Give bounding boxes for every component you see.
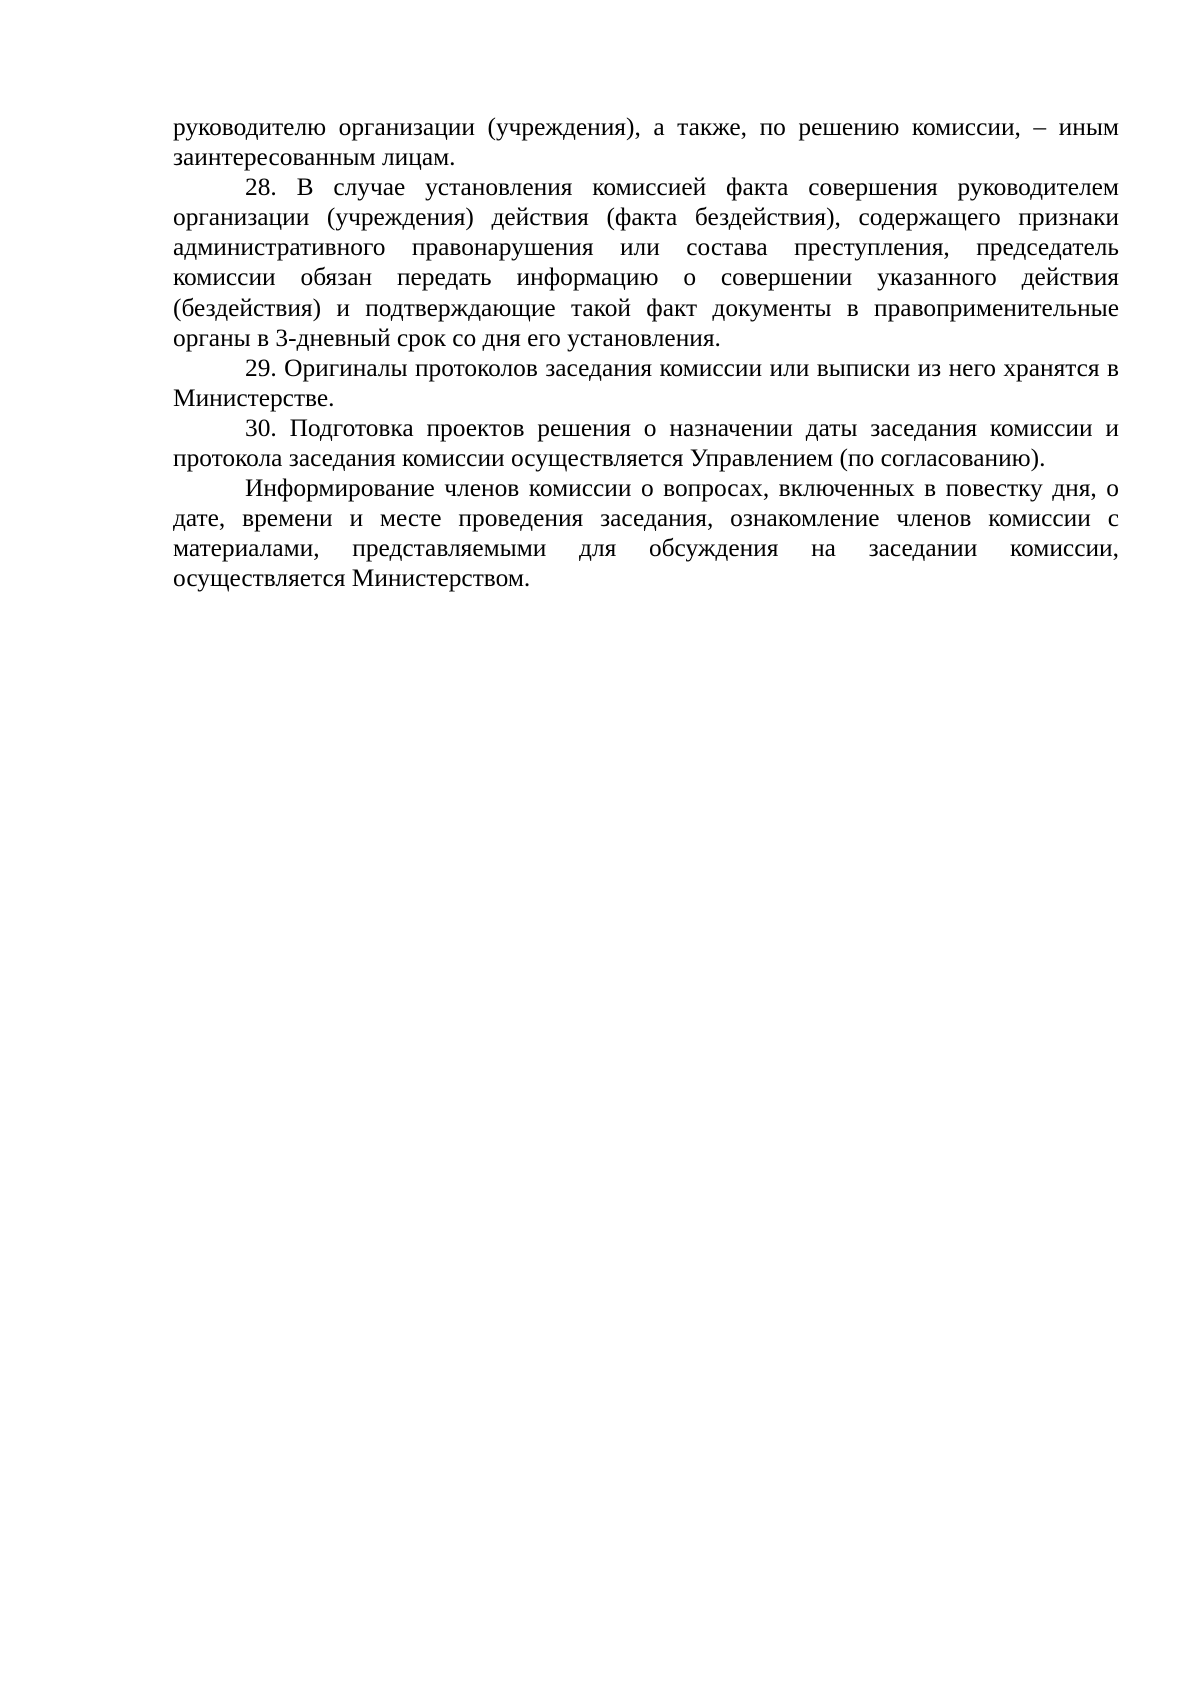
paragraph-item-30: 30. Подготовка проектов решения о назначении даты заседания комиссии и протокола заседания комиссии осуществляется Управлением (по согласованию).: [173, 413, 1119, 473]
paragraph-item-28: 28. В случае установления комиссией факта совершения руководителем организации (учреждения) действия (факта бездействия), содержащего признаки административного правонарушения или состава преступления, председатель комиссии обязан передать информацию о совершении указанного действия (бездействия) и подтверждающие такой факт документы в правоприменительные органы в 3-дневный срок со дня его установления.: [173, 173, 1119, 352]
paragraph-continuation: руководителю организации (учреждения), а также, по решению комиссии, – иным заинтересованным лицам.: [173, 113, 1119, 172]
paragraph-item-29: 29. Оригиналы протоколов заседания комиссии или выписки из него хранятся в Министерстве.: [173, 353, 1119, 412]
document-body: [173, 112, 1119, 594]
paragraph-informing: Информирование членов комиссии о вопросах, включенных в повестку дня, о дате, времени и месте проведения заседания, ознакомление членов комиссии с материалами, представляемыми для обсуждения на заседании комиссии, осуществляется Министерством.: [173, 474, 1119, 593]
